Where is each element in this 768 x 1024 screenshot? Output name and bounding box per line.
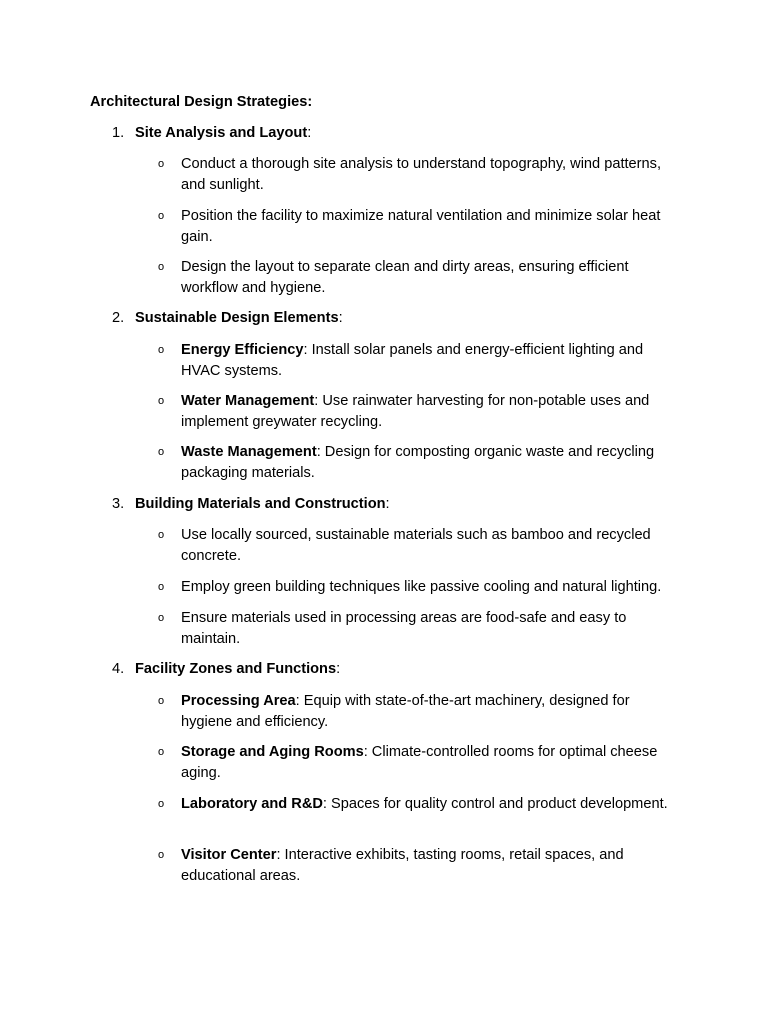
bullet-marker: o (158, 344, 165, 356)
section-number: 2. (112, 310, 125, 326)
list-item-text (181, 340, 681, 382)
list-item-lead: Storage and Aging Rooms (181, 744, 364, 760)
list-item-text (181, 206, 681, 248)
bullet-marker: o (158, 798, 165, 810)
list-item-body: Employ green building techniques like passive cooling and natural lighting. (181, 579, 662, 595)
section-number: 4. (112, 661, 125, 677)
list-item-body: : Spaces for quality control and product development. (322, 796, 668, 812)
section-heading-text: Facility Zones and Functions (135, 661, 337, 677)
list-item-text (181, 794, 681, 815)
list-item-text (181, 154, 681, 196)
list-item-text (181, 442, 681, 484)
list-item-body: Conduct a thorough site analysis to understand topography, wind patterns, and sunlight. (181, 156, 662, 193)
section-heading-suffix: : (385, 496, 390, 512)
bullet-marker: o (158, 261, 165, 273)
bullet-marker: o (158, 581, 165, 593)
section-heading-suffix: : (338, 310, 343, 326)
list-item-lead: Processing Area (181, 693, 296, 709)
section-heading-suffix: : (336, 661, 341, 677)
list-item-text (181, 257, 681, 299)
section-heading (112, 494, 390, 515)
list-item-lead: Energy Efficiency (181, 342, 304, 358)
list-item-body: : Install solar panels and energy-efficient lighting and HVAC systems. (181, 342, 644, 379)
list-item-body: : Climate-controlled rooms for optimal cheese aging. (181, 744, 658, 781)
list-item-lead: Waste Management (181, 444, 317, 460)
section-heading-text: Building Materials and Construction (135, 496, 386, 512)
list-item-text (181, 845, 681, 887)
section-number: 1. (112, 125, 125, 141)
bullet-marker: o (158, 158, 165, 170)
bullet-marker: o (158, 210, 165, 222)
bullet-marker: o (158, 695, 165, 707)
list-item-body: : Design for composting organic waste and recycling packaging materials. (181, 444, 655, 481)
section-heading-text: Sustainable Design Elements (135, 310, 339, 326)
list-item-body: Design the layout to separate clean and dirty areas, ensuring efficient workflow and hygiene. (181, 259, 629, 296)
list-item-lead: Visitor Center (181, 847, 277, 863)
list-item-text (181, 691, 681, 733)
bullet-marker: o (158, 746, 165, 758)
section-heading-text: Site Analysis and Layout (135, 125, 308, 141)
list-item-lead: Water Management (181, 393, 315, 409)
document-title: Architectural Design Strategies: (90, 94, 313, 110)
list-item-text (181, 608, 681, 650)
section-heading-suffix: : (307, 125, 312, 141)
list-item-lead: Laboratory and R&D (181, 796, 323, 812)
section-heading (112, 659, 340, 680)
list-item-text (181, 742, 681, 784)
section-number: 3. (112, 496, 125, 512)
bullet-marker: o (158, 446, 165, 458)
bullet-marker: o (158, 529, 165, 541)
list-item-body: : Use rainwater harvesting for non-potable uses and implement greywater recycling. (181, 393, 650, 430)
bullet-marker: o (158, 849, 165, 861)
list-item-body: Position the facility to maximize natural ventilation and minimize solar heat gain. (181, 208, 661, 245)
bullet-marker: o (158, 395, 165, 407)
bullet-marker: o (158, 612, 165, 624)
list-item-body: : Equip with state-of-the-art machinery, designed for hygiene and efficiency. (181, 693, 630, 730)
list-item-text (181, 577, 681, 598)
list-item-body: Use locally sourced, sustainable materials such as bamboo and recycled concrete. (181, 527, 651, 564)
list-item-text (181, 525, 681, 567)
list-item-body: : Interactive exhibits, tasting rooms, retail spaces, and educational areas. (181, 847, 624, 884)
section-heading (112, 123, 311, 144)
section-heading (112, 308, 343, 329)
list-item-body: Ensure materials used in processing areas are food-safe and easy to maintain. (181, 610, 627, 647)
list-item-text (181, 391, 681, 433)
